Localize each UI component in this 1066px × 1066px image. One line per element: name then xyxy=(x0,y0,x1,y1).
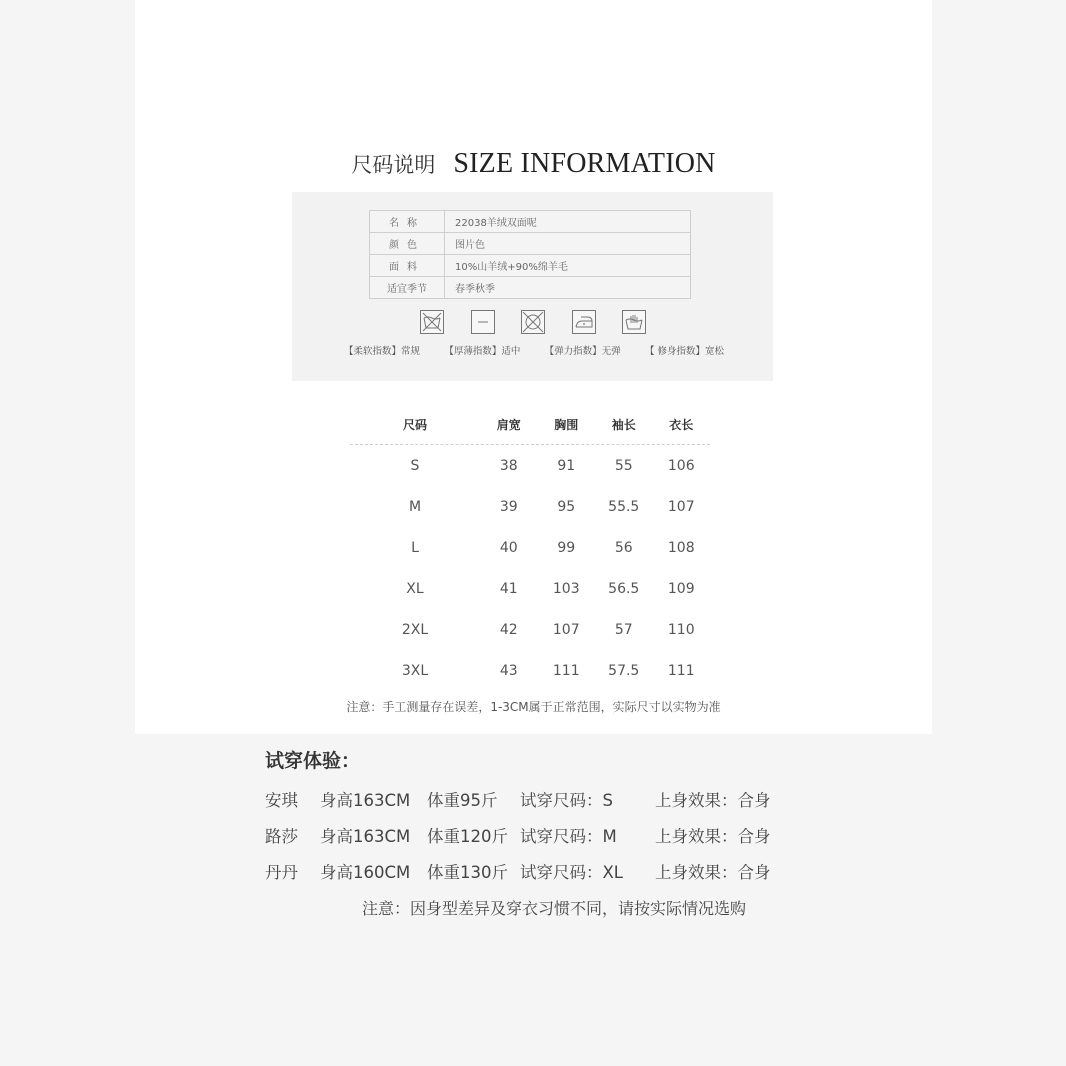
fabric-indices xyxy=(344,343,724,357)
table-row xyxy=(350,486,710,527)
model-weight: 体重95斤 xyxy=(427,791,498,810)
cell-shoulder: 39 xyxy=(499,498,518,515)
model-name: 丹丹 xyxy=(265,863,298,882)
fit-result: 上身效果：合身 xyxy=(655,827,771,846)
fit-result: 上身效果：合身 xyxy=(655,863,771,882)
table-row xyxy=(350,445,710,486)
cell-shoulder: 38 xyxy=(499,457,518,474)
cell-size: L xyxy=(411,539,419,556)
model-weight: 体重130斤 xyxy=(427,863,508,882)
cell-shoulder: 41 xyxy=(499,580,518,597)
info-row xyxy=(370,277,691,299)
softness-index: 【柔软指数】常规 xyxy=(344,346,421,357)
thickness-index: 【厚薄指数】适中 xyxy=(444,346,521,357)
header-sleeve: 袖长 xyxy=(611,417,636,432)
info-value: 春季秋季 xyxy=(445,277,691,299)
cell-shoulder: 42 xyxy=(499,621,518,638)
measurement-note: 注意：手工测量存在误差，1-3CM属于正常范围，实际尺寸以实物为准 xyxy=(346,700,721,714)
model-name: 路莎 xyxy=(265,827,298,846)
info-value: 22038羊绒双面呢 xyxy=(445,211,691,233)
info-label: 颜色 xyxy=(370,233,445,255)
cell-size: S xyxy=(410,457,420,474)
cell-sleeve: 56 xyxy=(614,539,633,556)
cell-chest: 111 xyxy=(552,662,580,679)
trial-note: 注意：因身型差异及穿衣习惯不同，请按实际情况选购 xyxy=(362,899,747,918)
header-shoulder: 肩宽 xyxy=(496,417,521,432)
header-length: 衣长 xyxy=(669,417,694,432)
dry-flat-icon xyxy=(471,310,495,334)
care-icons xyxy=(420,310,646,336)
model-weight: 体重120斤 xyxy=(427,827,508,846)
no-tumble-dry-icon xyxy=(521,310,545,334)
info-row xyxy=(370,211,691,233)
model-height: 身高163CM xyxy=(320,791,411,810)
header-chest: 胸围 xyxy=(554,417,579,432)
info-value: 10%山羊绒+90%绵羊毛 xyxy=(445,255,691,277)
cell-size: 3XL xyxy=(401,662,429,679)
cell-sleeve: 55 xyxy=(614,457,633,474)
cell-shoulder: 43 xyxy=(499,662,518,679)
title-cn: 尺码说明 xyxy=(351,153,436,177)
cell-chest: 99 xyxy=(557,539,576,556)
info-label: 名称 xyxy=(370,211,445,233)
cell-sleeve: 57.5 xyxy=(608,662,640,679)
trial-row xyxy=(265,859,785,883)
fit-result: 上身效果：合身 xyxy=(655,791,771,810)
info-value: 图片色 xyxy=(445,233,691,255)
trial-size: 试穿尺码：S xyxy=(520,791,613,810)
info-label: 面料 xyxy=(370,255,445,277)
trial-title: 试穿体验： xyxy=(265,750,361,772)
cell-length: 111 xyxy=(667,662,695,679)
elasticity-index: 【弹力指数】无弹 xyxy=(544,346,621,357)
cell-size: M xyxy=(408,498,422,515)
cell-size: XL xyxy=(406,580,424,597)
cell-sleeve: 56.5 xyxy=(608,580,640,597)
trial-row xyxy=(265,823,785,847)
trial-size: 试穿尺码：XL xyxy=(520,863,623,882)
iron-low-icon xyxy=(572,310,596,334)
trial-row xyxy=(265,787,785,811)
cell-shoulder: 40 xyxy=(499,539,518,556)
cell-length: 106 xyxy=(667,457,695,474)
table-row xyxy=(350,568,710,609)
fit-index: 【 修身指数】宽松 xyxy=(644,346,724,357)
product-info-table xyxy=(369,210,691,299)
cell-length: 107 xyxy=(667,498,695,515)
trial-size: 试穿尺码：M xyxy=(520,827,617,846)
table-row xyxy=(350,650,710,691)
hand-wash-icon xyxy=(622,310,646,334)
header-size: 尺码 xyxy=(402,417,427,432)
info-label: 适宜季节 xyxy=(370,277,445,299)
cell-size: 2XL xyxy=(401,621,429,638)
table-row xyxy=(350,527,710,568)
table-row xyxy=(350,609,710,650)
cell-sleeve: 57 xyxy=(614,621,633,638)
cell-length: 110 xyxy=(667,621,695,638)
title-en: SIZE INFORMATION xyxy=(453,148,716,179)
cell-length: 109 xyxy=(667,580,695,597)
page-title xyxy=(135,148,932,180)
cell-chest: 107 xyxy=(552,621,580,638)
cell-length: 108 xyxy=(667,539,695,556)
model-height: 身高160CM xyxy=(320,863,411,882)
cell-chest: 95 xyxy=(557,498,576,515)
size-table xyxy=(350,410,710,691)
size-table-header xyxy=(350,410,710,445)
model-height: 身高163CM xyxy=(320,827,411,846)
info-row xyxy=(370,255,691,277)
cell-chest: 103 xyxy=(552,580,580,597)
model-name: 安琪 xyxy=(265,791,298,810)
no-wash-icon xyxy=(420,310,444,334)
cell-chest: 91 xyxy=(557,457,576,474)
info-row xyxy=(370,233,691,255)
product-info-panel xyxy=(292,192,773,381)
cell-sleeve: 55.5 xyxy=(608,498,640,515)
